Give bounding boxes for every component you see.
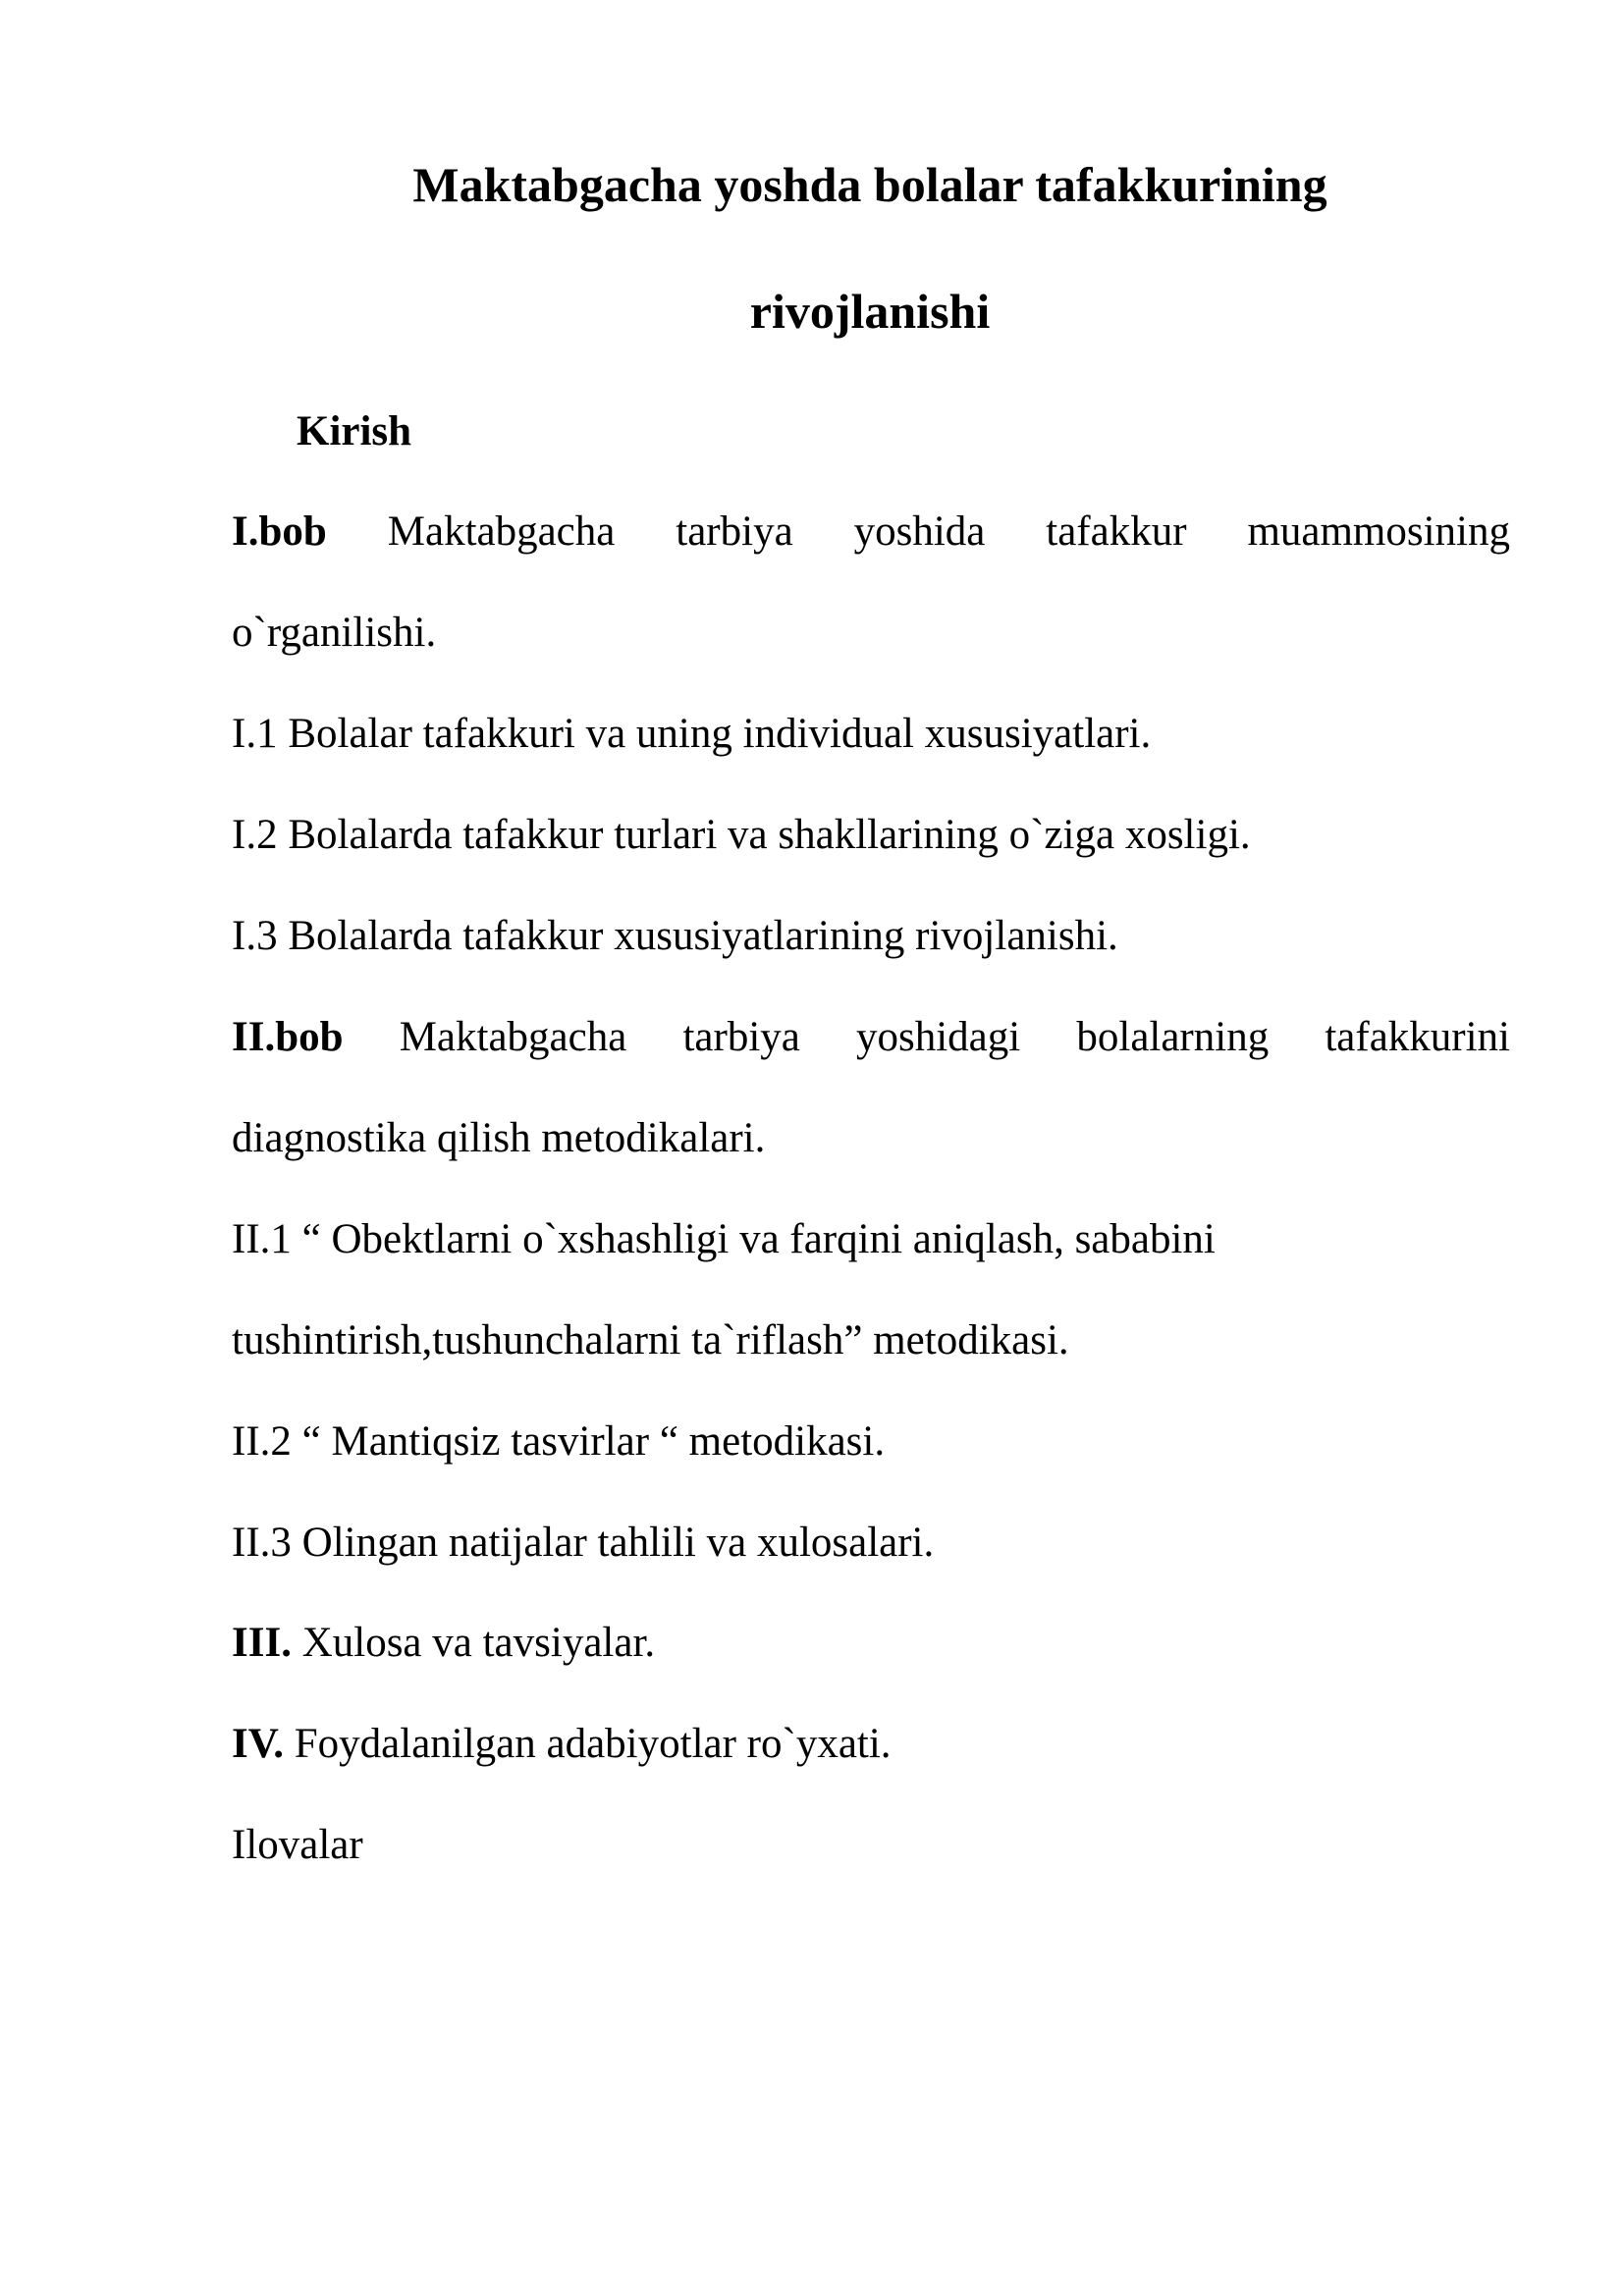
toc-chapter-2-label: II.bob (232, 1014, 344, 1060)
toc-chapter-1-line-2: o`rganilishi. (232, 610, 437, 656)
toc-chapter-3-title: Xulosa va tavsiyalar. (291, 1620, 656, 1666)
toc-chapter-2-line-1 (232, 1012, 1510, 1063)
toc-intro-label: Kirish (297, 408, 412, 454)
toc-section-2-1-line-2: tushintirish,tushunchalarni ta`riflash” metodikasi. (232, 1317, 1069, 1363)
toc-section-1-2: I.2 Bolalarda tafakkur turlari va shakllarining o`ziga xosligi. (232, 812, 1251, 858)
toc-chapter-4 (232, 1719, 1510, 1770)
toc-chapter-4-title: Foydalanilgan adabiyotlar ro`yxati. (284, 1721, 892, 1767)
toc-chapter-2-title: Maktabgacha tarbiya yoshidagi bolalarning tafakkurini (399, 1014, 1511, 1060)
toc-chapter-1-line-1 (232, 507, 1510, 558)
toc-chapter-2-line-2: diagnostika qilish metodikalari. (232, 1115, 766, 1161)
toc-chapter-4-label: IV. (232, 1721, 284, 1767)
toc-chapter-3-label: III. (232, 1620, 292, 1666)
toc-section-2-1-line-1: II.1 “ Obektlarni o`xshashligi va farqini aniqlash, sababini (232, 1216, 1216, 1262)
document-title-line-1: Maktabgacha yoshda bolalar tafakkurining (412, 157, 1327, 212)
toc-appendix: Ilovalar (232, 1822, 363, 1868)
toc-chapter-3 (232, 1618, 1510, 1669)
toc-section-1-3: I.3 Bolalarda tafakkur xususiyatlarining rivojlanishi. (232, 913, 1118, 959)
toc-section-1-1: I.1 Bolalar tafakkuri va uning individual xususiyatlari. (232, 711, 1152, 757)
toc-chapter-1-title: Maktabgacha tarbiya yoshida tafakkur muammosining (387, 508, 1510, 555)
toc-section-2-3: II.3 Olingan natijalar tahlili va xulosalari. (232, 1520, 935, 1566)
toc-intro (297, 406, 1575, 457)
document-title-line-2: rivojlanishi (749, 284, 991, 339)
toc-chapter-1-label: I.bob (232, 508, 327, 555)
toc-section-2-2: II.2 “ Mantiqsiz tasvirlar “ metodikasi. (232, 1418, 886, 1465)
